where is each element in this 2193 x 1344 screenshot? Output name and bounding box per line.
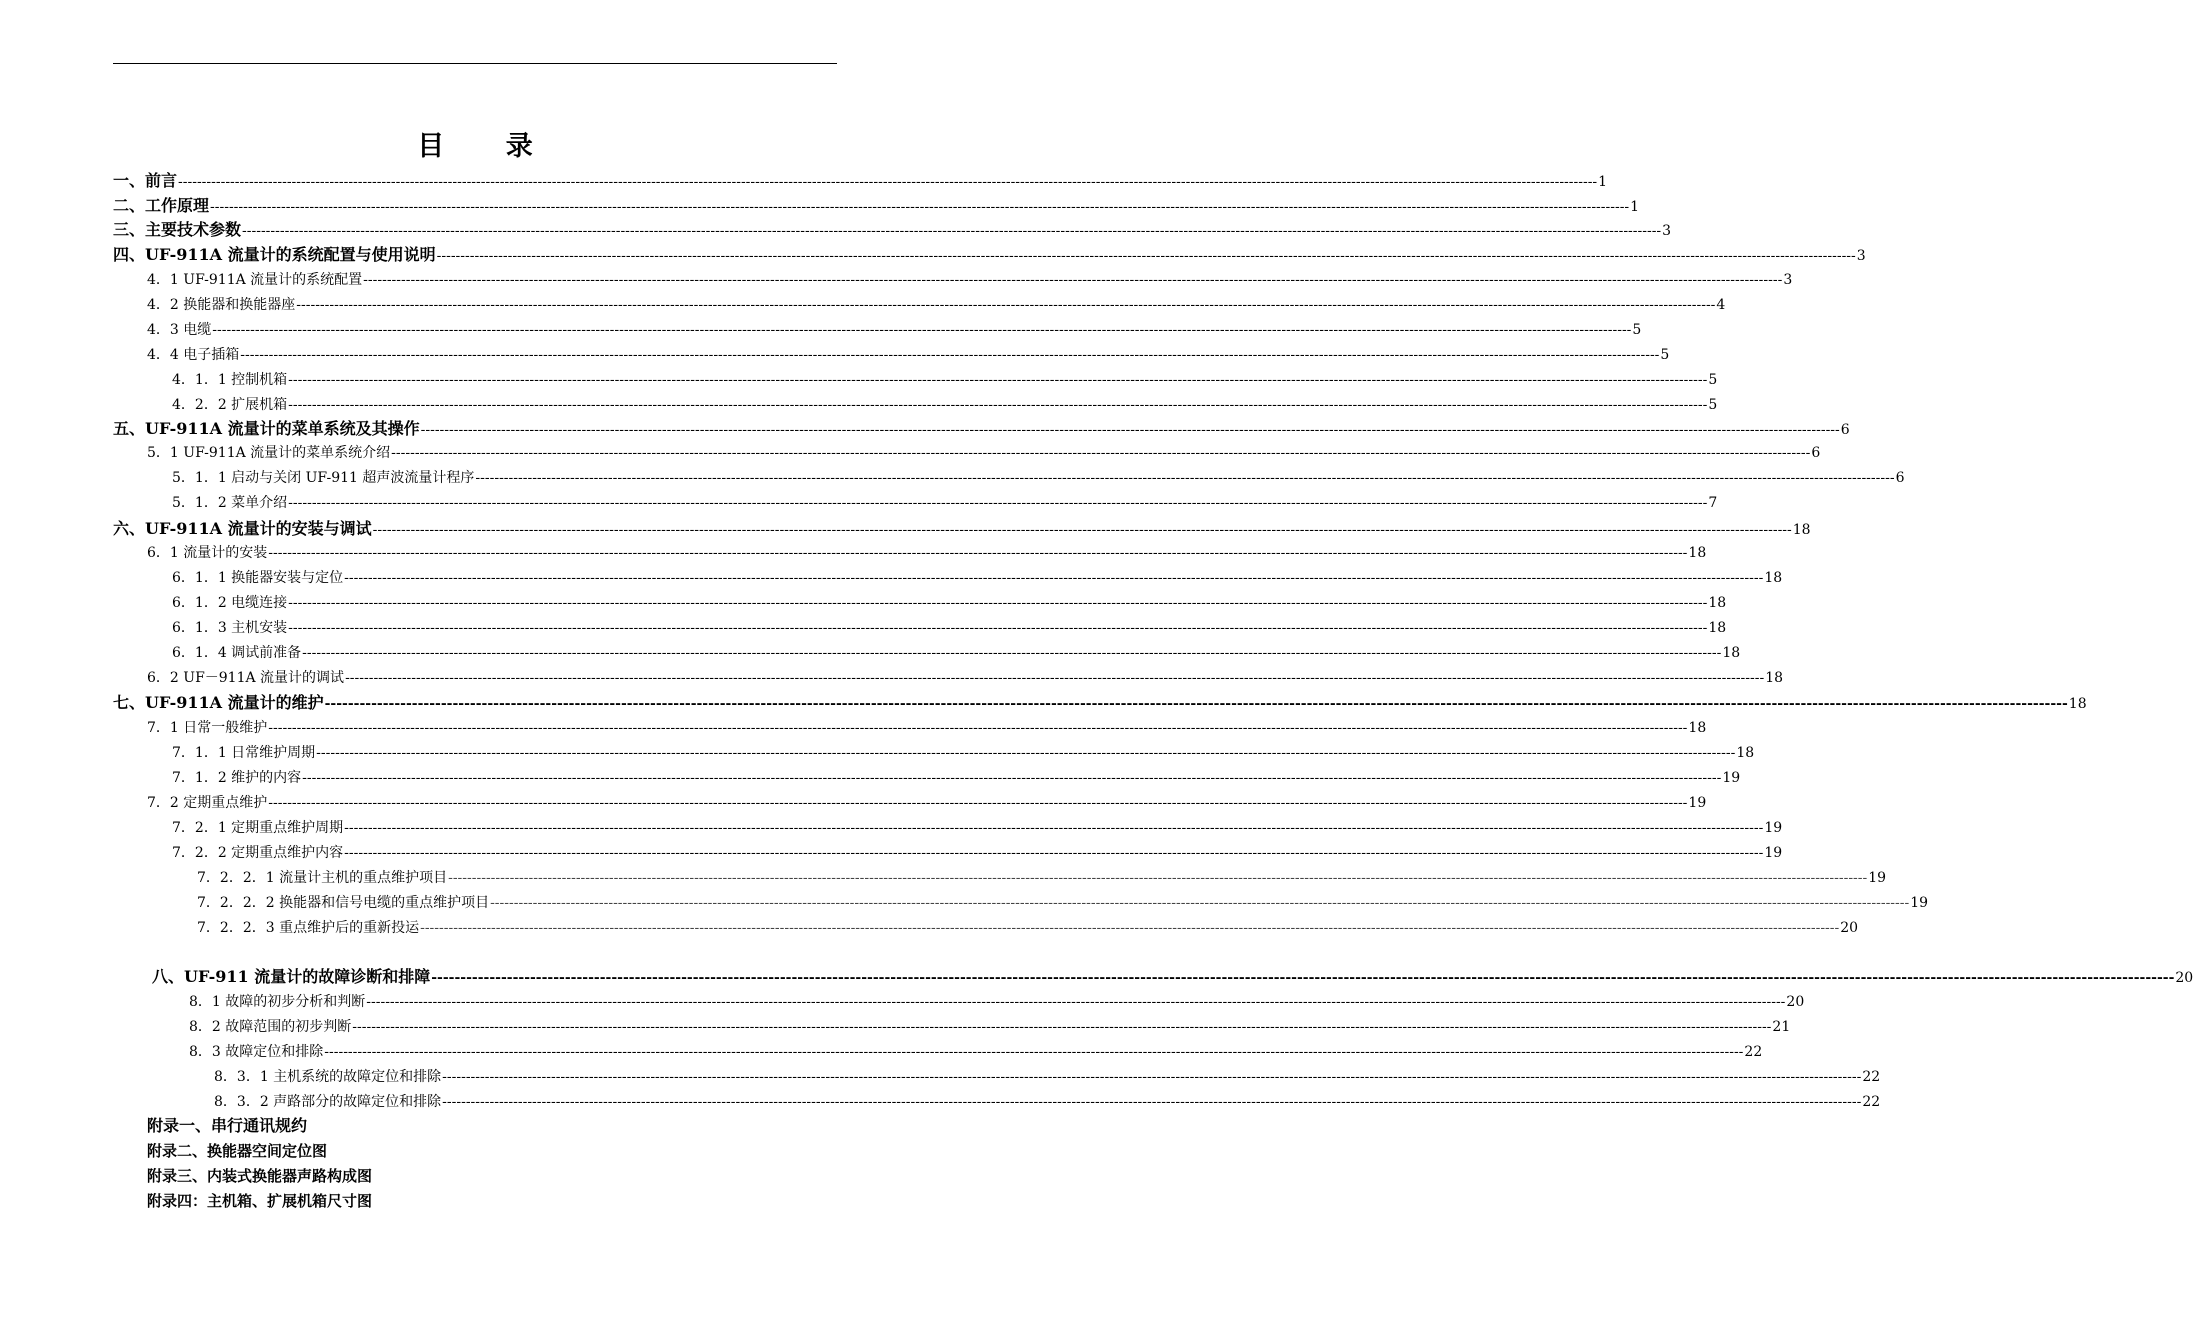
toc-leader: ------------------------------------------------------------------------------------------------------------------------------------------------------------------------------------------------------------------------------------------------------------------------------------------------------------: [352, 1019, 1772, 1035]
toc-entry-page: 21: [1772, 1019, 1791, 1035]
toc-leader: ------------------------------------------------------------------------------------------------------------------------------------------------------------------------------------------------------------------------------------------------------------------------------------------------------------: [302, 645, 1722, 661]
toc-entry-label: 8．3．2 声路部分的故障定位和排除: [214, 1094, 442, 1110]
toc-entry-label: 8．1 故障的初步分析和判断: [189, 994, 366, 1010]
toc-leader: ------------------------------------------------------------------------------------------------------------------------------------------------------------------------------------------------------------------------------------------------------------------------------------------------------------: [442, 1069, 1862, 1085]
toc-leader: ------------------------------------------------------------------------------------------------------------------------------------------------------------------------------------------------------------------------------------------------------------------------------------------------------------: [372, 522, 1792, 538]
toc-leader: ------------------------------------------------------------------------------------------------------------------------------------------------------------------------------------------------------------------------------------------------------------------------------------------------------------: [324, 1044, 1744, 1060]
toc-entry-page: 19: [1910, 895, 1929, 911]
appendix-item[interactable]: 附录一、串行通讯规约: [147, 1116, 308, 1135]
toc-entry-label: 6．1．4 调试前准备: [172, 645, 302, 661]
toc-leader: ------------------------------------------------------------------------------------------------------------------------------------------------------------------------------------------------------------------------------------------------------------------------------------------------------------: [431, 970, 2175, 986]
toc-entry[interactable]: [172, 767, 1741, 789]
toc-entry[interactable]: [147, 667, 1784, 689]
toc-entry[interactable]: [172, 817, 1783, 839]
toc-entry[interactable]: [147, 717, 1707, 739]
toc-entry-label: 三、主要技术参数: [113, 220, 242, 239]
toc-entry-page: 7: [1708, 495, 1718, 511]
toc-entry-label: 4．1．1 控制机箱: [172, 372, 288, 388]
toc-leader: ------------------------------------------------------------------------------------------------------------------------------------------------------------------------------------------------------------------------------------------------------------------------------------------------------------: [288, 372, 1708, 388]
toc-leader: ------------------------------------------------------------------------------------------------------------------------------------------------------------------------------------------------------------------------------------------------------------------------------------------------------------: [436, 248, 1856, 264]
toc-entry-label: 6．2 UF－911A 流量计的调试: [147, 670, 345, 686]
toc-entry-page: 18: [1688, 545, 1707, 561]
toc-entry-label: 8．3 故障定位和排除: [189, 1044, 324, 1060]
toc-entry[interactable]: [197, 892, 1929, 914]
toc-entry[interactable]: [113, 170, 1608, 192]
toc-entry[interactable]: [172, 642, 1741, 664]
toc-leader: ------------------------------------------------------------------------------------------------------------------------------------------------------------------------------------------------------------------------------------------------------------------------------------------------------------: [363, 272, 1783, 288]
toc-entry-label: 7．2．2．2 换能器和信号电缆的重点维护项目: [197, 895, 490, 911]
toc-entry-label: 7．2．1 定期重点维护周期: [172, 820, 344, 836]
toc-entry[interactable]: [214, 1066, 1881, 1088]
toc-leader: ------------------------------------------------------------------------------------------------------------------------------------------------------------------------------------------------------------------------------------------------------------------------------------------------------------: [344, 570, 1764, 586]
toc-entry-label: 7．2 定期重点维护: [147, 795, 268, 811]
toc-entry[interactable]: [172, 492, 1718, 514]
toc-entry-label: 6．1．2 电缆连接: [172, 595, 288, 611]
toc-entry-page: 20: [1786, 994, 1805, 1010]
toc-entry-page: 1: [1630, 199, 1640, 215]
toc-leader: ------------------------------------------------------------------------------------------------------------------------------------------------------------------------------------------------------------------------------------------------------------------------------------------------------------: [178, 174, 1598, 190]
toc-entry[interactable]: [172, 842, 1783, 864]
toc-entry-page: 18: [2068, 696, 2087, 712]
toc-entry-page: 19: [1764, 845, 1783, 861]
toc-entry[interactable]: [152, 966, 2193, 988]
appendix-item[interactable]: 附录二、换能器空间定位图: [147, 1142, 328, 1160]
toc-entry[interactable]: [147, 294, 1726, 316]
toc-entry[interactable]: [172, 742, 1755, 764]
toc-entry-label: 四、UF-911A 流量计的系统配置与使用说明: [113, 245, 436, 264]
toc-entry[interactable]: [189, 1016, 1791, 1038]
toc-entry-label: 6．1．1 换能器安装与定位: [172, 570, 344, 586]
toc-entry-page: 5: [1708, 397, 1718, 413]
toc-entry-page: 22: [1862, 1069, 1881, 1085]
toc-entry-page: 18: [1708, 595, 1727, 611]
toc-entry-label: 5．1．2 菜单介绍: [172, 495, 288, 511]
toc-entry[interactable]: [113, 692, 2087, 714]
toc-leader: ------------------------------------------------------------------------------------------------------------------------------------------------------------------------------------------------------------------------------------------------------------------------------------------------------------: [391, 445, 1811, 461]
toc-entry[interactable]: [197, 867, 1887, 889]
toc-entry-page: 22: [1744, 1044, 1763, 1060]
toc-entry[interactable]: [172, 467, 1905, 489]
toc-leader: ------------------------------------------------------------------------------------------------------------------------------------------------------------------------------------------------------------------------------------------------------------------------------------------------------------: [242, 223, 1662, 239]
toc-leader: ------------------------------------------------------------------------------------------------------------------------------------------------------------------------------------------------------------------------------------------------------------------------------------------------------------: [288, 397, 1708, 413]
toc-leader: ------------------------------------------------------------------------------------------------------------------------------------------------------------------------------------------------------------------------------------------------------------------------------------------------------------: [420, 920, 1840, 936]
toc-entry-page: 19: [1868, 870, 1887, 886]
toc-leader: ------------------------------------------------------------------------------------------------------------------------------------------------------------------------------------------------------------------------------------------------------------------------------------------------------------: [324, 696, 2068, 712]
toc-leader: ------------------------------------------------------------------------------------------------------------------------------------------------------------------------------------------------------------------------------------------------------------------------------------------------------------: [345, 670, 1765, 686]
toc-entry-page: 18: [1792, 522, 1811, 538]
toc-entry-label: 6．1．3 主机安装: [172, 620, 288, 636]
toc-entry[interactable]: [172, 592, 1727, 614]
toc-leader: ------------------------------------------------------------------------------------------------------------------------------------------------------------------------------------------------------------------------------------------------------------------------------------------------------------: [344, 820, 1764, 836]
toc-entry-page: 19: [1688, 795, 1707, 811]
toc-entry-label: 六、UF-911A 流量计的安装与调试: [113, 519, 372, 538]
toc-entry-page: 22: [1862, 1094, 1881, 1110]
toc-entry-label: 7．2．2．1 流量计主机的重点维护项目: [197, 870, 448, 886]
toc-entry-page: 18: [1736, 745, 1755, 761]
toc-entry-page: 20: [1840, 920, 1859, 936]
toc-entry-label: 7．1 日常一般维护: [147, 720, 268, 736]
toc-leader: ------------------------------------------------------------------------------------------------------------------------------------------------------------------------------------------------------------------------------------------------------------------------------------------------------------: [420, 422, 1840, 438]
toc-entry-page: 18: [1765, 670, 1784, 686]
toc-entry-label: 7．2．2 定期重点维护内容: [172, 845, 344, 861]
toc-entry[interactable]: [113, 219, 1672, 241]
toc-entry-label: 6．1 流量计的安装: [147, 545, 268, 561]
toc-entry[interactable]: [172, 369, 1718, 391]
toc-leader: ------------------------------------------------------------------------------------------------------------------------------------------------------------------------------------------------------------------------------------------------------------------------------------------------------------: [296, 297, 1716, 313]
toc-leader: ------------------------------------------------------------------------------------------------------------------------------------------------------------------------------------------------------------------------------------------------------------------------------------------------------------: [475, 470, 1895, 486]
toc-entry[interactable]: [147, 344, 1670, 366]
toc-entry[interactable]: [147, 269, 1793, 291]
toc-entry[interactable]: [147, 442, 1821, 464]
toc-leader: ------------------------------------------------------------------------------------------------------------------------------------------------------------------------------------------------------------------------------------------------------------------------------------------------------------: [212, 322, 1632, 338]
toc-leader: ------------------------------------------------------------------------------------------------------------------------------------------------------------------------------------------------------------------------------------------------------------------------------------------------------------: [288, 595, 1708, 611]
toc-leader: ------------------------------------------------------------------------------------------------------------------------------------------------------------------------------------------------------------------------------------------------------------------------------------------------------------: [240, 347, 1660, 363]
toc-leader: ------------------------------------------------------------------------------------------------------------------------------------------------------------------------------------------------------------------------------------------------------------------------------------------------------------: [490, 895, 1910, 911]
toc-entry-label: 八、UF-911 流量计的故障诊断和排障: [152, 967, 431, 986]
toc-entry-page: 5: [1632, 322, 1642, 338]
toc-entry-page: 18: [1708, 620, 1727, 636]
toc-entry[interactable]: [113, 418, 1850, 440]
toc-entry[interactable]: [113, 195, 1640, 217]
toc-entry-page: 19: [1764, 820, 1783, 836]
toc-entry-page: 3: [1856, 248, 1866, 264]
toc-leader: ------------------------------------------------------------------------------------------------------------------------------------------------------------------------------------------------------------------------------------------------------------------------------------------------------------: [302, 770, 1722, 786]
toc-entry-label: 7．2．2．3 重点维护后的重新投运: [197, 920, 420, 936]
toc-entry-label: 4．4 电子插箱: [147, 347, 240, 363]
toc-entry[interactable]: [147, 542, 1707, 564]
toc-entry[interactable]: [172, 567, 1783, 589]
toc-entry[interactable]: [113, 518, 1811, 540]
toc-entry[interactable]: [113, 244, 1866, 266]
toc-leader: ------------------------------------------------------------------------------------------------------------------------------------------------------------------------------------------------------------------------------------------------------------------------------------------------------------: [210, 199, 1630, 215]
toc-entry-page: 5: [1708, 372, 1718, 388]
toc-entry[interactable]: [172, 617, 1727, 639]
toc-entry-label: 一、前言: [113, 171, 178, 190]
toc-entry-page: 5: [1660, 347, 1670, 363]
toc-leader: ------------------------------------------------------------------------------------------------------------------------------------------------------------------------------------------------------------------------------------------------------------------------------------------------------------: [268, 545, 1688, 561]
toc-entry-label: 7．1．2 维护的内容: [172, 770, 302, 786]
toc-entry-page: 1: [1598, 174, 1608, 190]
toc-leader: ------------------------------------------------------------------------------------------------------------------------------------------------------------------------------------------------------------------------------------------------------------------------------------------------------------: [288, 620, 1708, 636]
toc-entry-label: 七、UF-911A 流量计的维护: [113, 693, 324, 712]
toc-entry-label: 5．1 UF-911A 流量计的菜单系统介绍: [147, 445, 391, 461]
toc-entry-label: 4．1 UF-911A 流量计的系统配置: [147, 272, 363, 288]
toc-entry-page: 3: [1662, 223, 1672, 239]
toc-entry-label: 7．1．1 日常维护周期: [172, 745, 316, 761]
toc-entry[interactable]: [214, 1091, 1881, 1113]
toc-entry-label: 4．2．2 扩展机箱: [172, 397, 288, 413]
toc-entry-label: 4．3 电缆: [147, 322, 212, 338]
toc-entry-label: 8．2 故障范围的初步判断: [189, 1019, 352, 1035]
header-rule: [113, 63, 837, 64]
page-title: 目 录: [417, 131, 559, 162]
toc-entry-label: 8．3．1 主机系统的故障定位和排除: [214, 1069, 442, 1085]
toc-entry[interactable]: [147, 792, 1707, 814]
toc-entry[interactable]: [147, 319, 1642, 341]
toc-entry-page: 4: [1716, 297, 1726, 313]
toc-entry-page: 6: [1895, 470, 1905, 486]
toc-leader: ------------------------------------------------------------------------------------------------------------------------------------------------------------------------------------------------------------------------------------------------------------------------------------------------------------: [268, 795, 1688, 811]
toc-entry-page: 6: [1840, 422, 1850, 438]
toc-leader: ------------------------------------------------------------------------------------------------------------------------------------------------------------------------------------------------------------------------------------------------------------------------------------------------------------: [268, 720, 1688, 736]
toc-entry[interactable]: [189, 991, 1805, 1013]
toc-entry-label: 五、UF-911A 流量计的菜单系统及其操作: [113, 419, 420, 438]
appendix-item[interactable]: 附录三、内装式换能器声路构成图: [147, 1167, 373, 1185]
toc-entry-page: 19: [1722, 770, 1741, 786]
toc-leader: ------------------------------------------------------------------------------------------------------------------------------------------------------------------------------------------------------------------------------------------------------------------------------------------------------------: [288, 495, 1708, 511]
toc-entry-page: 18: [1688, 720, 1707, 736]
toc-entry-label: 5．1．1 启动与关闭 UF-911 超声波流量计程序: [172, 470, 475, 486]
toc-entry-page: 20: [2175, 970, 2193, 986]
toc-entry[interactable]: [197, 917, 1859, 939]
toc-entry-page: 3: [1783, 272, 1793, 288]
toc-leader: ------------------------------------------------------------------------------------------------------------------------------------------------------------------------------------------------------------------------------------------------------------------------------------------------------------: [442, 1094, 1862, 1110]
toc-entry-page: 18: [1764, 570, 1783, 586]
toc-entry[interactable]: [189, 1041, 1763, 1063]
toc-entry-page: 18: [1722, 645, 1741, 661]
toc-entry-label: 4．2 换能器和换能器座: [147, 297, 296, 313]
toc-leader: ------------------------------------------------------------------------------------------------------------------------------------------------------------------------------------------------------------------------------------------------------------------------------------------------------------: [366, 994, 1786, 1010]
toc-entry-page: 6: [1811, 445, 1821, 461]
appendix-item[interactable]: 附录四：主机箱、扩展机箱尺寸图: [147, 1192, 373, 1210]
toc-leader: ------------------------------------------------------------------------------------------------------------------------------------------------------------------------------------------------------------------------------------------------------------------------------------------------------------: [448, 870, 1868, 886]
toc-leader: ------------------------------------------------------------------------------------------------------------------------------------------------------------------------------------------------------------------------------------------------------------------------------------------------------------: [344, 845, 1764, 861]
toc-entry[interactable]: [172, 394, 1718, 416]
toc-leader: ------------------------------------------------------------------------------------------------------------------------------------------------------------------------------------------------------------------------------------------------------------------------------------------------------------: [316, 745, 1736, 761]
toc-entry-label: 二、工作原理: [113, 196, 210, 215]
